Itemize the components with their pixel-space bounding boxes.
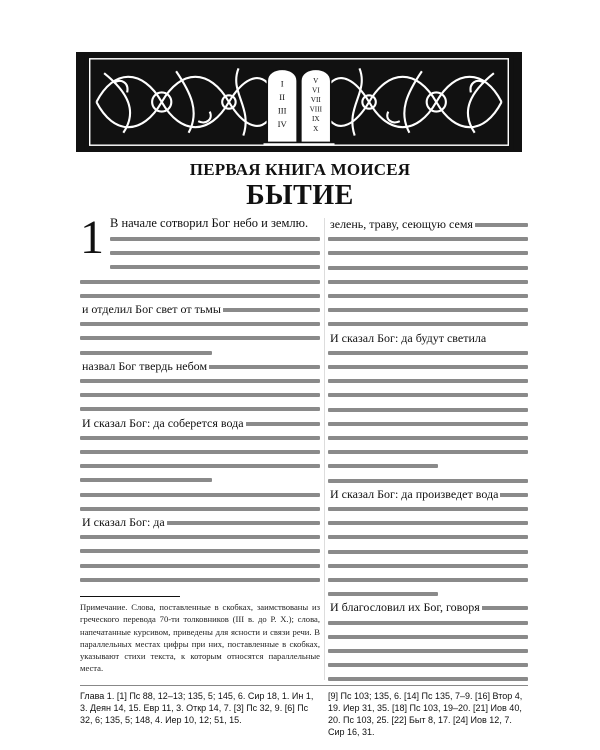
tablet-numeral: III (277, 105, 287, 116)
verse-keyword: И сказал Бог: да будут светила (330, 330, 487, 345)
footnote-note: Примечание. Слова, поставленные в скобках, заимствованы из греческого перевода 70-ти толковников (III в. до Р. Х.); слова, напечатанные курсивом, приведены для ясности и связи речи. В параллельных местах цифры при них, поставленные в скобках, указывают стихи текста, к которым относятся параллельные места. (80, 602, 320, 674)
text-line (80, 379, 320, 383)
tablet-numeral: X (313, 124, 319, 133)
verse-keyword: И благословил их Бог, говоря (330, 600, 480, 615)
text-line (80, 450, 320, 454)
text-line (328, 365, 528, 369)
text-line (328, 464, 438, 468)
verse-keyword: зелень, траву, сеющую семя (330, 217, 473, 231)
verse-keyword: И сказал Бог: да (82, 515, 165, 529)
tablet-numeral: IX (312, 115, 320, 124)
text-line (328, 408, 528, 412)
text-line (80, 336, 320, 340)
book-title: БЫТИЕ (246, 180, 354, 211)
text-line (80, 407, 320, 411)
headpiece-ornament (76, 52, 522, 152)
text-line (328, 237, 528, 241)
text-line (328, 507, 528, 511)
tablet-numeral: VIII (309, 105, 322, 114)
text-line (80, 564, 320, 568)
tablet-numeral: VI (312, 86, 320, 95)
text-line (80, 493, 320, 497)
text-line (328, 251, 528, 255)
text-line (328, 308, 528, 312)
text-line (80, 393, 320, 397)
column-divider (324, 218, 325, 680)
tablet-numeral: IV (277, 118, 287, 129)
text-line (110, 237, 320, 241)
text-line (328, 592, 438, 596)
verse-keyword: И сказал Бог: да произведет вода (330, 486, 499, 501)
text-line (328, 422, 528, 426)
text-line (328, 649, 528, 653)
text-line (80, 578, 320, 582)
first-verse-text: В начале сотворил Бог небо и землю. (110, 216, 309, 230)
text-line (328, 379, 528, 383)
text-line (80, 535, 320, 539)
text-line (328, 550, 528, 554)
text-line (328, 677, 528, 681)
text-line (328, 621, 528, 625)
text-line (328, 521, 528, 525)
text-line (328, 663, 528, 667)
tablet-numeral: I (280, 78, 284, 89)
tablet-numeral: V (313, 76, 319, 85)
chapter-number: 1 (80, 211, 104, 264)
text-line (328, 294, 528, 298)
text-line (110, 265, 320, 269)
text-line (328, 450, 528, 454)
tablet-numeral: II (279, 92, 286, 103)
text-line (328, 322, 528, 326)
verse-keyword: и отделил Бог свет от тьмы (82, 302, 221, 316)
text-line (80, 549, 320, 553)
text-line (80, 436, 320, 440)
text-line (328, 393, 528, 397)
text-line (80, 322, 320, 326)
first-verse-line (110, 216, 308, 231)
text-line (328, 436, 528, 440)
text-line (328, 479, 528, 483)
footnote-rule (80, 596, 180, 597)
text-line (328, 280, 528, 284)
tablet-numeral: VII (310, 96, 321, 104)
text-line (328, 635, 528, 639)
cross-references-right: [9] Пс 103; 135, 6. [14] Пс 135, 7–9. [16] Втор 4, 19. Иер 31, 35. [18] Пс 103, 19–20. [21] Иов 40, 20. Пс 103, 25. [22] Быт 8, 17. [24] Иов 12, 7. Сир 16, 31. (328, 691, 523, 737)
text-line (328, 351, 528, 355)
text-line (328, 564, 528, 568)
text-line (80, 294, 320, 298)
verse-keyword: И сказал Бог: да соберется вода (82, 415, 244, 430)
text-line (328, 535, 528, 539)
text-line (80, 280, 320, 284)
knotwork-ornament (78, 54, 520, 150)
book-subtitle: ПЕРВАЯ КНИГА МОИСЕЯ (189, 160, 411, 179)
cross-references-left: Глава 1. [1] Пс 88, 12–13; 135, 5; 145, 6. Сир 18, 1. Ин 1, 3. Деян 14, 15. Евр 11, 3. Откр 14, 7. [3] Пс 32, 9. [6] Пс 32, 6; 135, 5; 148, 4. Иер 10, 12; 51, 15. (80, 691, 314, 725)
text-line (80, 507, 320, 511)
text-line (328, 266, 528, 270)
text-line (328, 578, 528, 582)
text-line (80, 351, 212, 355)
verse-keyword: назвал Бог твердь небом (82, 358, 208, 373)
text-line (80, 478, 212, 482)
text-line (80, 464, 320, 468)
text-line (110, 251, 320, 255)
cross-ref-rule (80, 685, 528, 686)
